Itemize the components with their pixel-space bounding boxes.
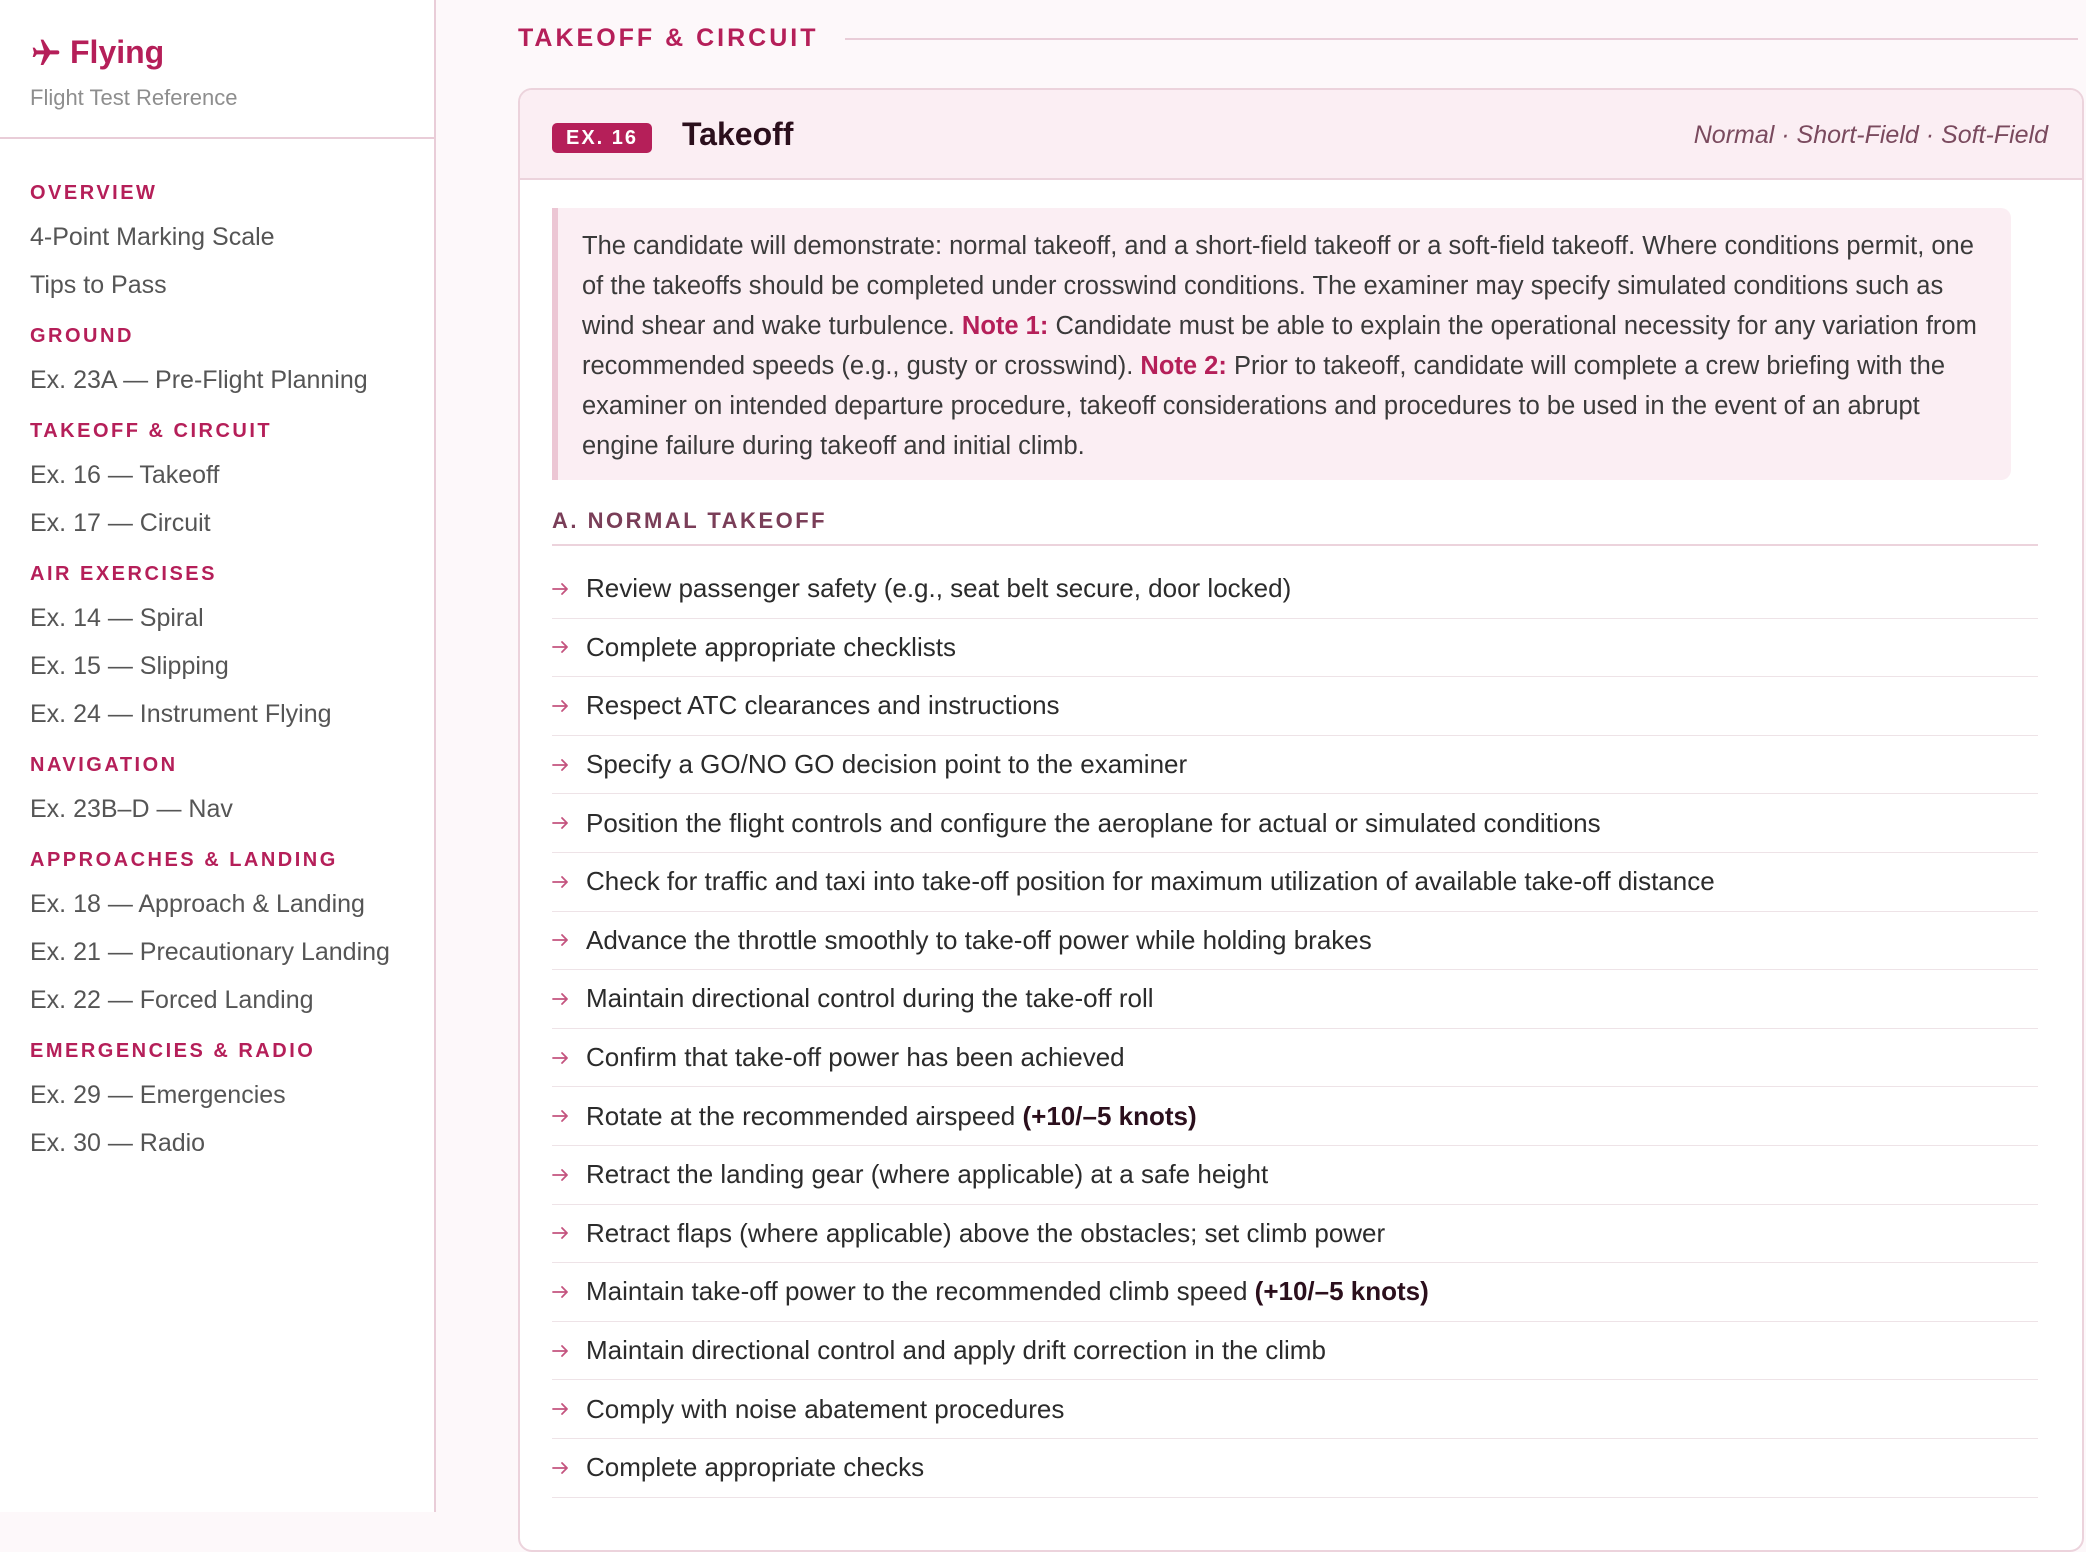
nav-section-ground bbox=[30, 325, 400, 404]
checklist-item-text: Advance the throttle smoothly to take-off power while holding brakes bbox=[586, 924, 1372, 955]
tolerance-value: (+10/–5 knots) bbox=[1254, 1276, 1429, 1307]
nav-section-approaches-landing bbox=[30, 849, 400, 1024]
checklist-item bbox=[552, 736, 2038, 795]
nav-heading: AIR EXERCISES bbox=[30, 563, 217, 585]
exercise-variants: Normal · Short-Field · Soft-Field bbox=[1693, 121, 2048, 149]
checklist bbox=[552, 560, 2038, 1498]
nav-section-navigation bbox=[30, 754, 400, 833]
checklist-item bbox=[552, 912, 2038, 971]
arrow-right-icon bbox=[552, 1344, 586, 1358]
exercise-title: Takeoff bbox=[682, 116, 794, 152]
nav-heading: OVERVIEW bbox=[30, 182, 158, 204]
nav-heading: EMERGENCIES & RADIO bbox=[30, 1040, 316, 1062]
checklist-item bbox=[552, 619, 2038, 678]
subsection-heading: A. NORMAL TAKEOFF bbox=[552, 508, 2038, 546]
arrow-right-icon bbox=[552, 816, 586, 830]
nav-section-emergencies-radio bbox=[30, 1040, 400, 1167]
checklist-item-text: Maintain directional control and apply drift correction in the climb bbox=[586, 1335, 1326, 1366]
checklist-item-text: Review passenger safety (e.g., seat belt secure, door locked) bbox=[586, 573, 1292, 604]
sidebar-nav bbox=[30, 182, 400, 1183]
sidebar-divider bbox=[0, 137, 434, 139]
nav-heading: APPROACHES & LANDING bbox=[30, 849, 338, 871]
checklist-item bbox=[552, 1205, 2038, 1264]
arrow-right-icon bbox=[552, 992, 586, 1006]
intro-callout bbox=[552, 208, 2011, 480]
checklist-item-text: Maintain directional control during the take-off roll bbox=[586, 983, 1154, 1014]
arrow-right-icon bbox=[552, 875, 586, 889]
nav-heading: GROUND bbox=[30, 325, 134, 347]
brand-subtitle: Flight Test Reference bbox=[30, 85, 238, 110]
sidebar-item[interactable]: Ex. 22 — Forced Landing bbox=[30, 986, 314, 1014]
brand[interactable] bbox=[30, 34, 237, 111]
nav-heading: TAKEOFF & CIRCUIT bbox=[30, 420, 273, 442]
intro-text: The candidate will demonstrate: normal takeoff, and a short-field takeoff or a soft-field takeoff. Where conditions permit, one of the takeoffs should be completed under crosswind conditions. The examiner may specify simulated conditions such as wind shear and wake turbulence. bbox=[582, 232, 1974, 340]
checklist-item-text: Complete appropriate checklists bbox=[586, 631, 956, 662]
sidebar-item[interactable]: Ex. 14 — Spiral bbox=[30, 604, 204, 632]
sidebar-item[interactable]: Ex. 16 — Takeoff bbox=[30, 461, 220, 489]
airplane-icon bbox=[30, 37, 62, 69]
section-header bbox=[518, 24, 2078, 53]
checklist-item-text: Comply with noise abatement procedures bbox=[586, 1393, 1065, 1424]
arrow-right-icon bbox=[552, 640, 586, 654]
arrow-right-icon bbox=[552, 699, 586, 713]
brand-title: Flying bbox=[70, 34, 165, 70]
checklist-item bbox=[552, 1380, 2038, 1439]
note-1-label: Note 1: bbox=[961, 312, 1049, 340]
arrow-right-icon bbox=[552, 933, 586, 947]
checklist-item-text: Retract flaps (where applicable) above the obstacles; set climb power bbox=[586, 1217, 1386, 1248]
note-1-text: Candidate must be able to explain the operational necessity for any variation from recommended speeds (e.g., gusty or crosswind). bbox=[582, 312, 1977, 380]
arrow-right-icon bbox=[552, 1402, 586, 1416]
checklist-item-text: Confirm that take-off power has been achieved bbox=[586, 1042, 1125, 1073]
section-title: TAKEOFF & CIRCUIT bbox=[518, 24, 819, 52]
exercise-badge: EX. 16 bbox=[552, 123, 652, 153]
checklist-item-text: Check for traffic and taxi into take-off position for maximum utilization of available take-off distance bbox=[586, 866, 1715, 897]
checklist-item bbox=[552, 1439, 2038, 1498]
arrow-right-icon bbox=[552, 1109, 586, 1123]
checklist-item bbox=[552, 677, 2038, 736]
nav-section-air-exercises bbox=[30, 563, 400, 738]
arrow-right-icon bbox=[552, 1226, 586, 1240]
arrow-right-icon bbox=[552, 1285, 586, 1299]
checklist-item bbox=[552, 1087, 2038, 1146]
checklist-item bbox=[552, 1029, 2038, 1088]
sidebar-item[interactable]: Ex. 17 — Circuit bbox=[30, 509, 211, 537]
sidebar-item[interactable]: 4-Point Marking Scale bbox=[30, 223, 275, 251]
nav-heading: NAVIGATION bbox=[30, 754, 178, 776]
main-content bbox=[436, 0, 2086, 1512]
sidebar-item[interactable]: Ex. 24 — Instrument Flying bbox=[30, 700, 332, 728]
section-rule bbox=[845, 38, 2078, 40]
note-2-text: Prior to takeoff, candidate will complete a crew briefing with the examiner on intended departure procedure, takeoff considerations and procedures to be used in the event of an abrupt engine failure during takeoff and initial climb. bbox=[582, 352, 1946, 460]
sidebar-item[interactable]: Tips to Pass bbox=[30, 271, 167, 299]
tolerance-value: (+10/–5 knots) bbox=[1022, 1100, 1197, 1131]
checklist-item-text: Specify a GO/NO GO decision point to the examiner bbox=[586, 749, 1188, 780]
checklist-item bbox=[552, 794, 2038, 853]
checklist-item bbox=[552, 1322, 2038, 1381]
checklist-item bbox=[552, 560, 2038, 619]
exercise-card bbox=[518, 88, 2084, 1552]
arrow-right-icon bbox=[552, 1461, 586, 1475]
sidebar-item[interactable]: Ex. 30 — Radio bbox=[30, 1129, 206, 1157]
checklist-item-text: Maintain take-off power to the recommended climb speed bbox=[586, 1276, 1248, 1307]
nav-section-overview bbox=[30, 182, 400, 309]
arrow-right-icon bbox=[552, 582, 586, 596]
brand-title-row bbox=[30, 34, 237, 71]
exercise-card-header bbox=[520, 90, 2082, 180]
checklist-item-text: Position the flight controls and configure the aeroplane for actual or simulated conditions bbox=[586, 807, 1601, 838]
arrow-right-icon bbox=[552, 758, 586, 772]
arrow-right-icon bbox=[552, 1051, 586, 1065]
note-2-label: Note 2: bbox=[1140, 352, 1227, 380]
sidebar-item[interactable]: Ex. 21 — Precautionary Landing bbox=[30, 938, 390, 966]
sidebar-item[interactable]: Ex. 23B–D — Nav bbox=[30, 795, 233, 823]
checklist-item bbox=[552, 1263, 2038, 1322]
checklist-item bbox=[552, 970, 2038, 1029]
sidebar-item[interactable]: Ex. 15 — Slipping bbox=[30, 652, 229, 680]
sidebar-item[interactable]: Ex. 18 — Approach & Landing bbox=[30, 890, 365, 918]
nav-section-takeoff-circuit bbox=[30, 420, 400, 547]
checklist-item-text: Respect ATC clearances and instructions bbox=[586, 690, 1060, 721]
checklist-item-text: Rotate at the recommended airspeed bbox=[586, 1100, 1016, 1131]
sidebar-item[interactable]: Ex. 23A — Pre-Flight Planning bbox=[30, 366, 368, 394]
checklist-item-text: Complete appropriate checks bbox=[586, 1452, 925, 1483]
checklist-item-text: Retract the landing gear (where applicable) at a safe height bbox=[586, 1159, 1269, 1190]
checklist-item bbox=[552, 1146, 2038, 1205]
arrow-right-icon bbox=[552, 1168, 586, 1182]
checklist-item bbox=[552, 853, 2038, 912]
sidebar-item[interactable]: Ex. 29 — Emergencies bbox=[30, 1081, 286, 1109]
sidebar bbox=[0, 0, 436, 1512]
